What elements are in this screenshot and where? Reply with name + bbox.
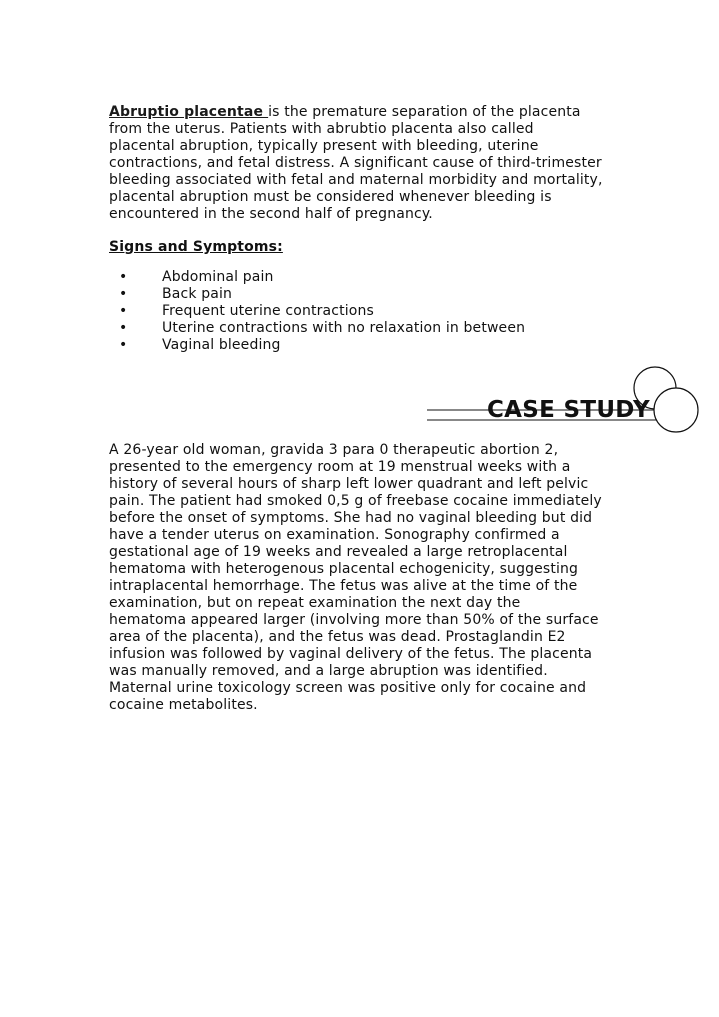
bullet-icon: • [119, 303, 128, 319]
list-item-text: Frequent uterine contractions [162, 303, 374, 319]
case-study-header [420, 360, 719, 440]
signs-heading: Signs and Symptoms: [109, 239, 283, 255]
list-item-text: Uterine contractions with no relaxation in between [162, 320, 526, 336]
list-item-text: Back pain [162, 286, 233, 302]
list-item-text: Abdominal pain [162, 269, 274, 285]
bullet-icon: • [119, 286, 128, 302]
defined-term: Abruptio placentae [109, 104, 269, 120]
case-study-title: CASE STUDY [487, 397, 650, 423]
case-study-paragraph: A 26-year old woman, gravida 3 para 0 therapeutic abortion 2, presented to the emergency room at 19 menstrual weeks with a history of several hours of sharp left lower quadrant and left pelvic pain. The patient had smoked 0,5 g of freebase cocaine immediately before the onset of symptoms. She had no vaginal bleeding but did have a tender uterus on examination. Sonography confirmed a gestational age of 19 weeks and revealed a large retroplacental hematoma with heterogenous placental echogenicity, suggesting intraplacental hemorrhage. The fetus was alive at the time of the examination, but on repeat examination the next day the hematoma appeared larger (involving more than 50% of the surface area of the placenta), and the fetus was dead. Prostaglandin E2 infusion was followed by vaginal delivery of the fetus. The placenta was manually removed, and a large abruption was identified. Maternal urine toxicology screen was positive only for cocaine and cocaine metabolites. [109, 442, 602, 713]
list-item-text: Vaginal bleeding [162, 337, 281, 353]
bullet-icon: • [119, 337, 128, 353]
bullet-icon: • [119, 320, 128, 336]
intro-text: is the premature separation of the placenta from the uterus. Patients with abrubtio placenta also called placental abruption, typically present with bleeding, uterine contractions, and fetal distress. A significant cause of third-trimester bleeding associated with fetal and maternal morbidity and mortality, placental abruption must be considered whenever bleeding is encountered in the second half of pregnancy. [109, 104, 603, 222]
intro-paragraph [109, 104, 639, 223]
bullet-icon: • [119, 269, 128, 285]
